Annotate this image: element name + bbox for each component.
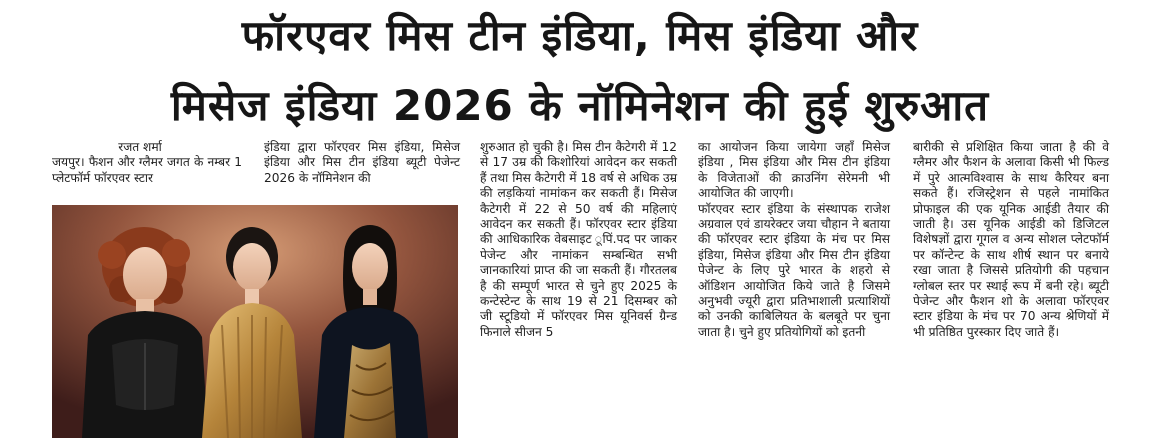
byline: रजत शर्मा	[118, 140, 162, 154]
column-4-para-1: का आयोजन किया जायेगा जहाँ मिसेज इंडिया , मिस इंडिया और मिस टीन इंडिया के विजेताओं की क्राउनिंग सेरेमनी भी आयोजित की जाएगी।	[698, 140, 890, 201]
column-5-text: बारीकी से प्रशिक्षित किया जाता है की वे ग्लैमर और फैशन के अलावा किसी भी फिल्ड में पुरे आत्मविश्वास के साथ कैरियर बना सकते हैं। रजिस्ट्रेशन से पहले नामांकित प्रोफाइल की एक यूनिक आईडी तैयार की जाती है। उस यूनिक आईडी को डिजिटल विशेषज्ञों द्वारा गूगल व अन्य सोशल प्लेटफॉर्म पर कॉन्टेन्ट के साथ शीर्ष स्थान पर बनाये रखा जाता है जिससे प्रतियोगी की पहचान ग्लोबल स्तर पर स्थाई रूप में बनी रहे। ब्यूटी पेजेन्ट और फैशन शो के अलावा फॉरएवर स्टार इंडिया के मंच पर 70 अन्य श्रेणियों में भी प्रतिष्ठित पुरस्कार दिए जाते हैं।	[913, 140, 1109, 339]
column-4-para-2: फॉरएवर स्टार इंडिया के संस्थापक राजेश अग्रवाल एवं डायरेक्टर जया चौहान ने बताया की फॉरएवर स्टार इंडिया के मंच पर मिस इंडिया, मिसेज इंडिया और मिस टीन इंडिया पेजेन्ट के लिए पुरे भारत के शहरो से ऑडिशन आयोजित किये जाते है जिसमे अनुभवी ज्यूरी द्वारा प्रतिभाशाली प्रत्याशियों को उनकी काबिलियत के बलबूते पर चुना जाता है। चुने हुए प्रतियोगियों को इतनी	[698, 201, 890, 339]
headline-line-1: फॉरएवर मिस टीन इंडिया, मिस इंडिया और	[241, 11, 919, 60]
pageant-models-photo	[52, 205, 458, 438]
models-illustration	[52, 205, 458, 438]
column-1-text: जयपुर। फैशन और ग्लैमर जगत के नम्बर 1 प्लेटफॉर्म फॉरएवर स्टार	[52, 155, 242, 185]
column-3-text: शुरुआत हो चुकी है। मिस टीन कैटेगरी में 12 से 17 उम्र की किशोरियां आवेदन कर सकती हैं तथा मिस कैटेगरी में 18 वर्ष से अधिक उम्र की लड़कियां नामांकन कर सकती हैं। मिसेज कैटेगरी में 22 से 50 वर्ष की महिलाएं आवेदन कर सकती हैं। फॉरएवर स्टार इंडिया की आधिकारिक वेबसाइट ूपिं.पद पर जाकर पेजेन्ट और नामांकन सम्बन्धित सभी जानकारियां प्राप्त की जा सकती हैं। गौरतलब है की सम्पूर्ण भारत से चुने हुए 2025 के कन्टेस्टेन्ट के साथ 19 से 21 दिसम्बर को जी स्टूडियो में फॉरएवर मिस यूनिवर्स ग्रैन्ड फिनाले सीजन 5	[480, 140, 677, 339]
article-column-2	[264, 140, 460, 186]
column-2-text: इंडिया द्वारा फॉरएवर मिस इंडिया, मिसेज इंडिया और मिस टीन इंडिया ब्यूटी पेजेन्ट 2026 के नॉमिनेशन की	[264, 140, 460, 185]
article-column-3	[480, 140, 677, 340]
article-column-1	[52, 140, 242, 186]
article-column-5	[913, 140, 1109, 340]
article-column-4	[698, 140, 890, 340]
headline-line-2: मिसेज इंडिया 2026 के नॉमिनेशन की हुई शुरुआत	[170, 81, 990, 130]
